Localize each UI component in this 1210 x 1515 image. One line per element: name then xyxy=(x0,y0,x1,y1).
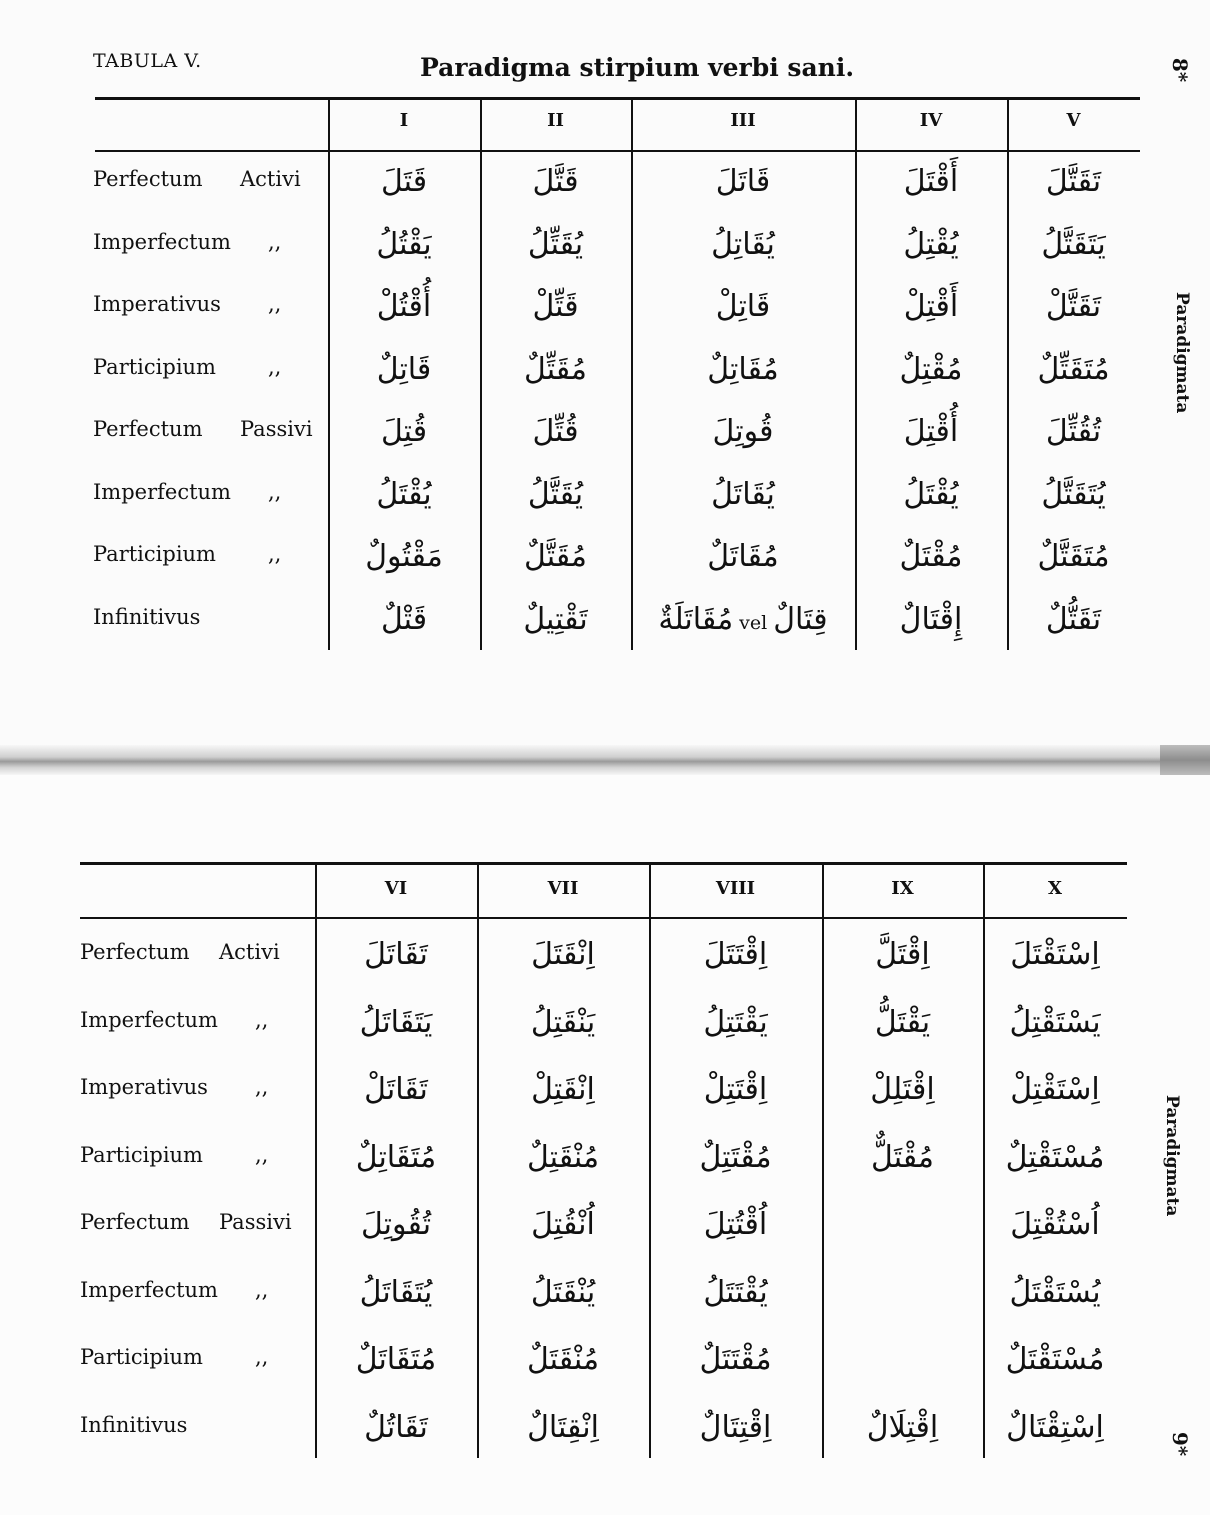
verb-form: يُتَقَاتَلُ xyxy=(359,1274,433,1310)
verb-form: مُنْقَتِلٌ xyxy=(526,1139,600,1175)
row-label: Participium xyxy=(80,1345,203,1369)
column-header: I xyxy=(399,110,409,131)
verb-form: يَقْتُلُ xyxy=(376,226,432,262)
verb-form-variant: قِتَالٌ xyxy=(773,601,828,637)
verb-form: اِنْقَتِلْ xyxy=(531,1072,595,1107)
verb-form: يُقْتِلُ xyxy=(903,226,959,262)
row-label: Imperfectum xyxy=(93,229,231,254)
verb-form: مُقَاتِلٌ xyxy=(707,351,779,387)
row-voice: Activi xyxy=(240,167,301,191)
row-label: Participium xyxy=(80,1142,203,1167)
row-voice: ,, xyxy=(268,479,282,504)
vel-conjunction: vel xyxy=(739,611,768,634)
row-label: Imperfectum xyxy=(93,479,231,504)
row-label: Infinitivus xyxy=(93,604,201,629)
verb-form: مُتَقَاتِلٌ xyxy=(355,1139,437,1175)
table_top-top-rule xyxy=(95,97,1140,100)
row-voice: ,, xyxy=(268,292,282,316)
verb-form: تُقُتِّلَ xyxy=(1045,414,1102,449)
row-label: Perfectum xyxy=(93,417,203,441)
verb-form: أُقْتِلَ xyxy=(903,414,959,449)
verb-form: مُقْتَتَلٌ xyxy=(699,1342,772,1377)
verb-form: اِقْتِتَالٌ xyxy=(699,1409,772,1445)
row-voice: Passivi xyxy=(240,417,313,441)
verb-form xyxy=(631,590,855,650)
verb-form: تُقُوتِلَ xyxy=(360,1207,432,1242)
verb-form: اِقْتَلَّ xyxy=(875,937,930,972)
column-header: X xyxy=(1048,878,1062,899)
verb-form xyxy=(822,1195,983,1255)
column-header: II xyxy=(547,110,564,131)
table-number: TABULA V. xyxy=(93,50,202,72)
verb-form: يُسْتَقْتَلُ xyxy=(1009,1274,1101,1310)
verb-form: قُتِّلَ xyxy=(532,414,579,449)
verb-form: مُتَقَتِّلٌ xyxy=(1037,351,1110,387)
verb-form: قُتِلَ xyxy=(380,414,428,449)
verb-form: تَقَتَّلْ xyxy=(1045,289,1102,324)
book-gutter xyxy=(0,745,1210,775)
verb-form: يَنْقَتِلُ xyxy=(530,1004,596,1040)
row-label: Participium xyxy=(93,354,216,379)
row-label: Imperativus xyxy=(80,1075,208,1099)
row-label: Perfectum xyxy=(80,940,190,964)
row-voice: ,, xyxy=(255,1277,269,1302)
verb-form: تَقَاتَلَ xyxy=(364,937,428,972)
verb-form: يَقْتَتِلُ xyxy=(703,1004,768,1040)
verb-form: مَقْتُولٌ xyxy=(365,539,443,574)
column-header: VII xyxy=(547,878,579,899)
verb-form: مُتَقَتَّلٌ xyxy=(1037,539,1110,574)
verb-form: قَتَّلَ xyxy=(532,164,579,199)
verb-form: يُقَتَّلُ xyxy=(527,476,584,512)
row-label: Participium xyxy=(93,542,216,566)
verb-form: مُسْتَقْتَلٌ xyxy=(1005,1342,1105,1377)
table_bottom-header-rule xyxy=(80,917,1127,919)
verb-form: مُقْتَتِلٌ xyxy=(699,1139,772,1175)
column-header: III xyxy=(730,110,756,131)
verb-form: يُقْتَتَلُ xyxy=(703,1274,768,1310)
verb-form: تَقَتُّلٌ xyxy=(1045,601,1102,637)
verb-form: مُنْقَتَلٌ xyxy=(526,1342,600,1377)
verb-form: تَقَاتَلْ xyxy=(364,1072,428,1107)
column-header: V xyxy=(1066,110,1081,131)
verb-form: قَاتَلَ xyxy=(715,164,771,199)
verb-form: أَقْتِلْ xyxy=(903,289,959,324)
verb-form: اِسْتِقْتَالٌ xyxy=(1006,1409,1104,1445)
column-header: VIII xyxy=(715,878,756,899)
verb-form: قَاتِلٌ xyxy=(376,351,432,387)
verb-form: مُسْتَقْتِلٌ xyxy=(1005,1139,1105,1175)
row-voice: ,, xyxy=(268,229,282,254)
row-voice: Activi xyxy=(219,940,280,964)
verb-form: مُقْتَلٌ xyxy=(899,539,963,574)
verb-form: قَاتِلْ xyxy=(715,289,771,324)
verb-form: مُقْتَلٌّ xyxy=(870,1139,935,1175)
row-label: Imperativus xyxy=(93,292,221,316)
verb-form: مُتَقَاتَلٌ xyxy=(355,1342,437,1377)
page-number-top: 8* xyxy=(1168,57,1193,83)
verb-form: تَقَاتُلٌ xyxy=(364,1409,428,1445)
row-label: Infinitivus xyxy=(80,1412,188,1437)
row-voice: ,, xyxy=(268,354,282,379)
verb-form xyxy=(822,1330,983,1390)
row-voice: ,, xyxy=(268,542,282,566)
verb-form: اِنْقَتَلَ xyxy=(531,937,595,972)
verb-form: أَقْتَلَ xyxy=(903,164,959,199)
verb-form: يُنْقَتَلُ xyxy=(530,1274,596,1310)
verb-form: يُقْتَلُ xyxy=(376,476,432,512)
verb-form: تَقَتَّلَ xyxy=(1045,164,1102,199)
verb-form: يَقْتَلُّ xyxy=(874,1004,931,1040)
verb-form xyxy=(822,1263,983,1323)
verb-form: مُقَاتَلٌ xyxy=(707,539,779,574)
verb-form: اُسْتُقْتِلَ xyxy=(1010,1207,1100,1242)
verb-form: قَتِّلْ xyxy=(532,289,579,324)
verb-form: أُقْتُلْ xyxy=(376,289,432,324)
row-label: Perfectum xyxy=(80,1210,190,1234)
table_bottom-top-rule xyxy=(80,862,1127,865)
side-label-top: Paradigmata xyxy=(1172,292,1192,414)
verb-form: تَقْتِيلٌ xyxy=(523,601,588,637)
row-voice: ,, xyxy=(255,1007,269,1032)
column-header: IV xyxy=(919,110,943,131)
verb-form: قَتْلٌ xyxy=(380,601,428,637)
verb-form: اُقْتُتِلَ xyxy=(703,1207,768,1242)
verb-form-variant: مُقَاتَلَةٌ xyxy=(658,601,734,637)
row-label: Perfectum xyxy=(93,167,203,191)
verb-form: يُتَقَتَّلُ xyxy=(1041,476,1106,512)
row-voice: ,, xyxy=(255,1345,269,1369)
page-number-bottom: 9* xyxy=(1168,1431,1193,1457)
verb-form: اِسْتَقْتَلَ xyxy=(1010,937,1100,972)
row-label: Imperfectum xyxy=(80,1007,218,1032)
row-voice: ,, xyxy=(255,1142,269,1167)
verb-form: يُقَاتِلُ xyxy=(711,226,775,262)
verb-form: اِقْتِلَالٌ xyxy=(866,1409,939,1445)
row-voice: ,, xyxy=(255,1075,269,1099)
verb-form: اِقْتَلِلْ xyxy=(870,1072,935,1107)
side-label-bottom: Paradigmata xyxy=(1162,1095,1182,1217)
row-label: Imperfectum xyxy=(80,1277,218,1302)
verb-form: يُقَتِّلُ xyxy=(527,226,584,262)
verb-form: يَتَقَتَّلُ xyxy=(1041,226,1106,262)
verb-form: قَتَلَ xyxy=(380,164,428,199)
verb-form: اِسْتَقْتِلْ xyxy=(1010,1072,1100,1107)
verb-form: إِقْتَالٌ xyxy=(899,601,963,637)
verb-form: اِنْقِتَالٌ xyxy=(527,1409,599,1445)
verb-form: يُقْتَلُ xyxy=(903,476,959,512)
verb-form: مُقَتَّلٌ xyxy=(523,539,588,574)
verb-form: يَسْتَقْتِلُ xyxy=(1009,1004,1101,1040)
verb-form: اِقْتَتَلَ xyxy=(703,937,768,972)
row-voice: Passivi xyxy=(219,1210,292,1234)
page-title: Paradigma stirpium verbi sani. xyxy=(420,53,855,82)
verb-form: مُقَتِّلٌ xyxy=(523,351,588,387)
verb-form: مُقْتِلٌ xyxy=(899,351,963,387)
verb-form: قُوتِلَ xyxy=(712,414,774,449)
column-header: IX xyxy=(891,878,914,899)
column-header: VI xyxy=(384,878,408,899)
verb-form: اِقْتَتِلْ xyxy=(703,1072,768,1107)
verb-form: اُنْقُتِلَ xyxy=(531,1207,595,1242)
verb-form: يَتَقَاتَلُ xyxy=(359,1004,433,1040)
verb-form: يُقَاتَلُ xyxy=(711,476,775,512)
